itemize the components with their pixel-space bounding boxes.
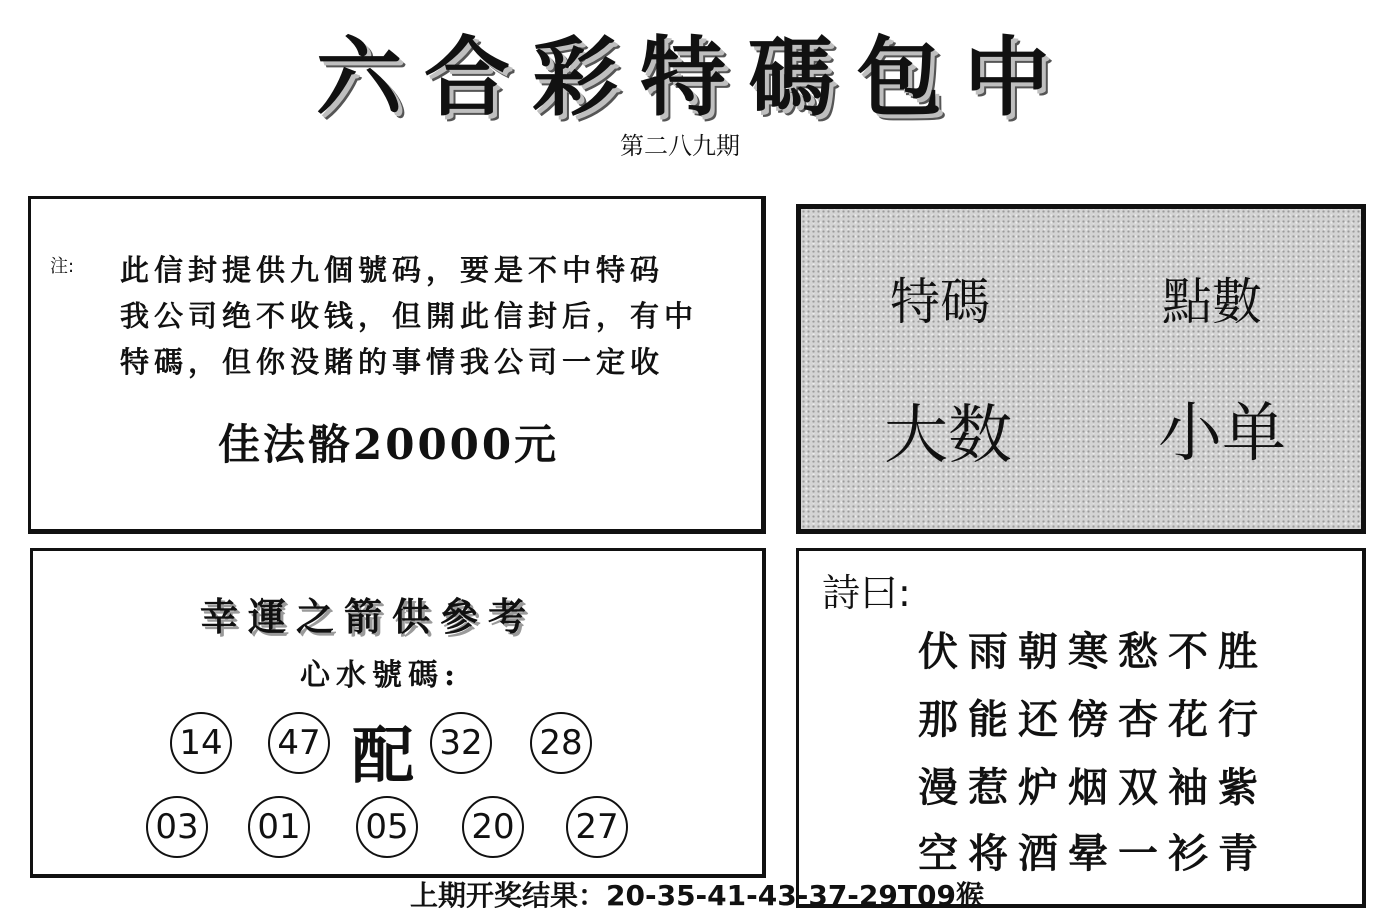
number-ball: 20 xyxy=(462,796,524,858)
note-prefix: 注: xyxy=(50,256,75,277)
special-code-value: 大数 xyxy=(884,399,1012,473)
lucky-title: 幸運之箭供參考 xyxy=(200,594,537,639)
number-ball: 28 xyxy=(530,712,592,774)
poem-line: 空将酒晕一衫青 xyxy=(918,830,1268,877)
number-ball: 47 xyxy=(268,712,330,774)
issue-number: 第二八九期 xyxy=(620,132,740,160)
penalty-text: 佳法骼20000元 xyxy=(218,420,560,469)
note-line: 此信封提供九個號码，要是不中特码 xyxy=(120,253,665,287)
note-line: 我公司绝不收钱，但開此信封后，有中 xyxy=(120,299,699,333)
special-code-label: 特碼 xyxy=(890,273,990,331)
number-ball: 27 xyxy=(566,796,628,858)
number-ball: 03 xyxy=(146,796,208,858)
poem-line: 漫惹炉烟双袖紫 xyxy=(918,764,1268,811)
lucky-subtitle: 心水號碼: xyxy=(300,658,462,693)
special-code-panel xyxy=(796,204,1366,534)
points-value: 小单 xyxy=(1158,397,1286,471)
last-result: 上期开奖结果：20-35-41-43-37-29T09猴 xyxy=(410,879,984,912)
number-ball: 32 xyxy=(430,712,492,774)
number-ball: 14 xyxy=(170,712,232,774)
note-line: 特碼，但你没賭的事情我公司一定收 xyxy=(120,345,665,379)
page-title: 六合彩特碼包中 xyxy=(316,27,1072,128)
poem-line: 伏雨朝寒愁不胜 xyxy=(918,628,1268,675)
points-label: 點數 xyxy=(1162,273,1262,331)
poem-title: 詩曰: xyxy=(822,571,911,615)
poem-line: 那能还傍杏花行 xyxy=(918,696,1268,743)
number-ball: 01 xyxy=(248,796,310,858)
pair-character: 配 xyxy=(352,719,415,792)
number-ball: 05 xyxy=(356,796,418,858)
